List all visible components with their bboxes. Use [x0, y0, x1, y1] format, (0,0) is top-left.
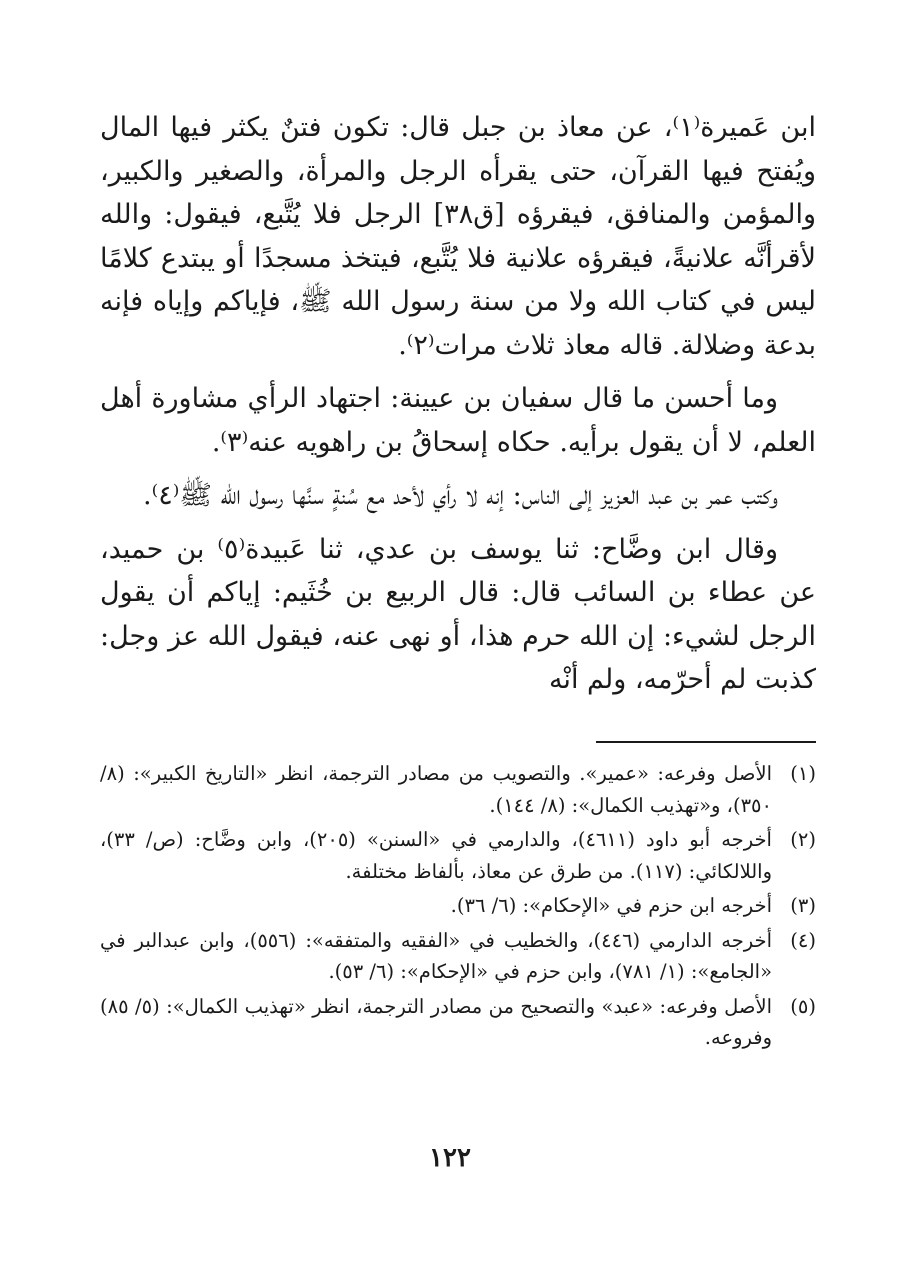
paragraph-1: ابن عَميرة⁽١⁾، عن معاذ بن جبل قال: تكون فتنٌ يكثر فيها المال ويُفتح فيها القرآن، حتى يقرأه الرجل والمرأة، والصغير والكبير، والمؤمن والمنافق، فيقرؤه [ق٣٨] الرجل فلا يُتَّبع، فيقول: والله لأقرأنَّه علانيةً، فيقرؤه علانية فلا يُتَّبع، فيتخذ مسجدًا أو يبتدع كلامًا ليس في كتاب الله ولا من سنة رسول الله ﷺ، فإياكم وإياه فإنه بدعة وضلالة. قاله معاذ ثلاث مرات⁽٢⁾. — [100, 112, 816, 361]
footnote-separator — [596, 741, 816, 743]
page-number: ١٢٢ — [429, 1143, 471, 1173]
footnote-text: الأصل وفرعه: «عبد» والتصحيح من مصادر الترجمة، انظر «تهذيب الكمال»: (٥/ ٨٥) وفروعه. — [100, 994, 772, 1049]
paragraph-3: وكتب عمر بن عبد العزيز إلى الناس: إنه لا رأي لأحد مع سُنةٍ سنَّها رسول الله ﷺ⁽٤⁾. — [142, 480, 778, 511]
footnote-4 — [100, 925, 816, 988]
footnote-1 — [100, 758, 816, 821]
footnote-text: أخرجه أبو داود (٤٦١١)، والدارمي في «السنن» (٢٠٥)، وابن وضَّاح: (ص/ ٣٣)، واللالكائي: (١١٧). من طرق عن معاذ، بألفاظ مختلفة. — [100, 828, 772, 883]
footnote-3 — [100, 890, 816, 922]
paragraph-4: وقال ابن وضَّاح: ثنا يوسف بن عدي، ثنا عَبيدة⁽٥⁾ بن حميد، عن عطاء بن السائب قال: قال الربيع بن خُثَيم: إياكم أن يقول الرجل لشيء: إن الله حرم هذا، أو نهى عنه، فيقول الله عز وجل: كذبت لم أحرّمه، ولم أنْه — [100, 533, 816, 695]
footnotes — [100, 758, 816, 1057]
footnote-5 — [100, 991, 816, 1054]
footnote-number: (٥) — [790, 994, 816, 1018]
footnote-text: الأصل وفرعه: «عمير». والتصويب من مصادر الترجمة، انظر «التاريخ الكبير»: (٨/ ٣٥٠)، و«تهذيب الكمال»: (٨/ ١٤٤). — [100, 762, 772, 817]
footnote-number: (٤) — [790, 928, 816, 952]
footnote-text: أخرجه الدارمي (٤٤٦)، والخطيب في «الفقيه والمتفقه»: (٥٥٦)، وابن عبدالبر في «الجامع»: (١/ ٧٨١)، وابن حزم في «الإحكام»: (٦/ ٥٣). — [100, 928, 772, 983]
main-text-body — [100, 106, 816, 702]
footnote-number: (١) — [790, 762, 816, 785]
paragraph-2: وما أحسن ما قال سفيان بن عيينة: اجتهاد الرأي مشاورة أهل العلم، لا أن يقول برأيه. حكاه إسحاقُ بن راهويه عنه⁽٣⁾. — [100, 383, 816, 458]
footnote-2 — [100, 824, 816, 887]
footnote-number: (٣) — [790, 894, 816, 917]
footnote-text: أخرجه ابن حزم في «الإحكام»: (٦/ ٣٦). — [450, 894, 772, 917]
footnote-number: (٢) — [790, 828, 816, 851]
